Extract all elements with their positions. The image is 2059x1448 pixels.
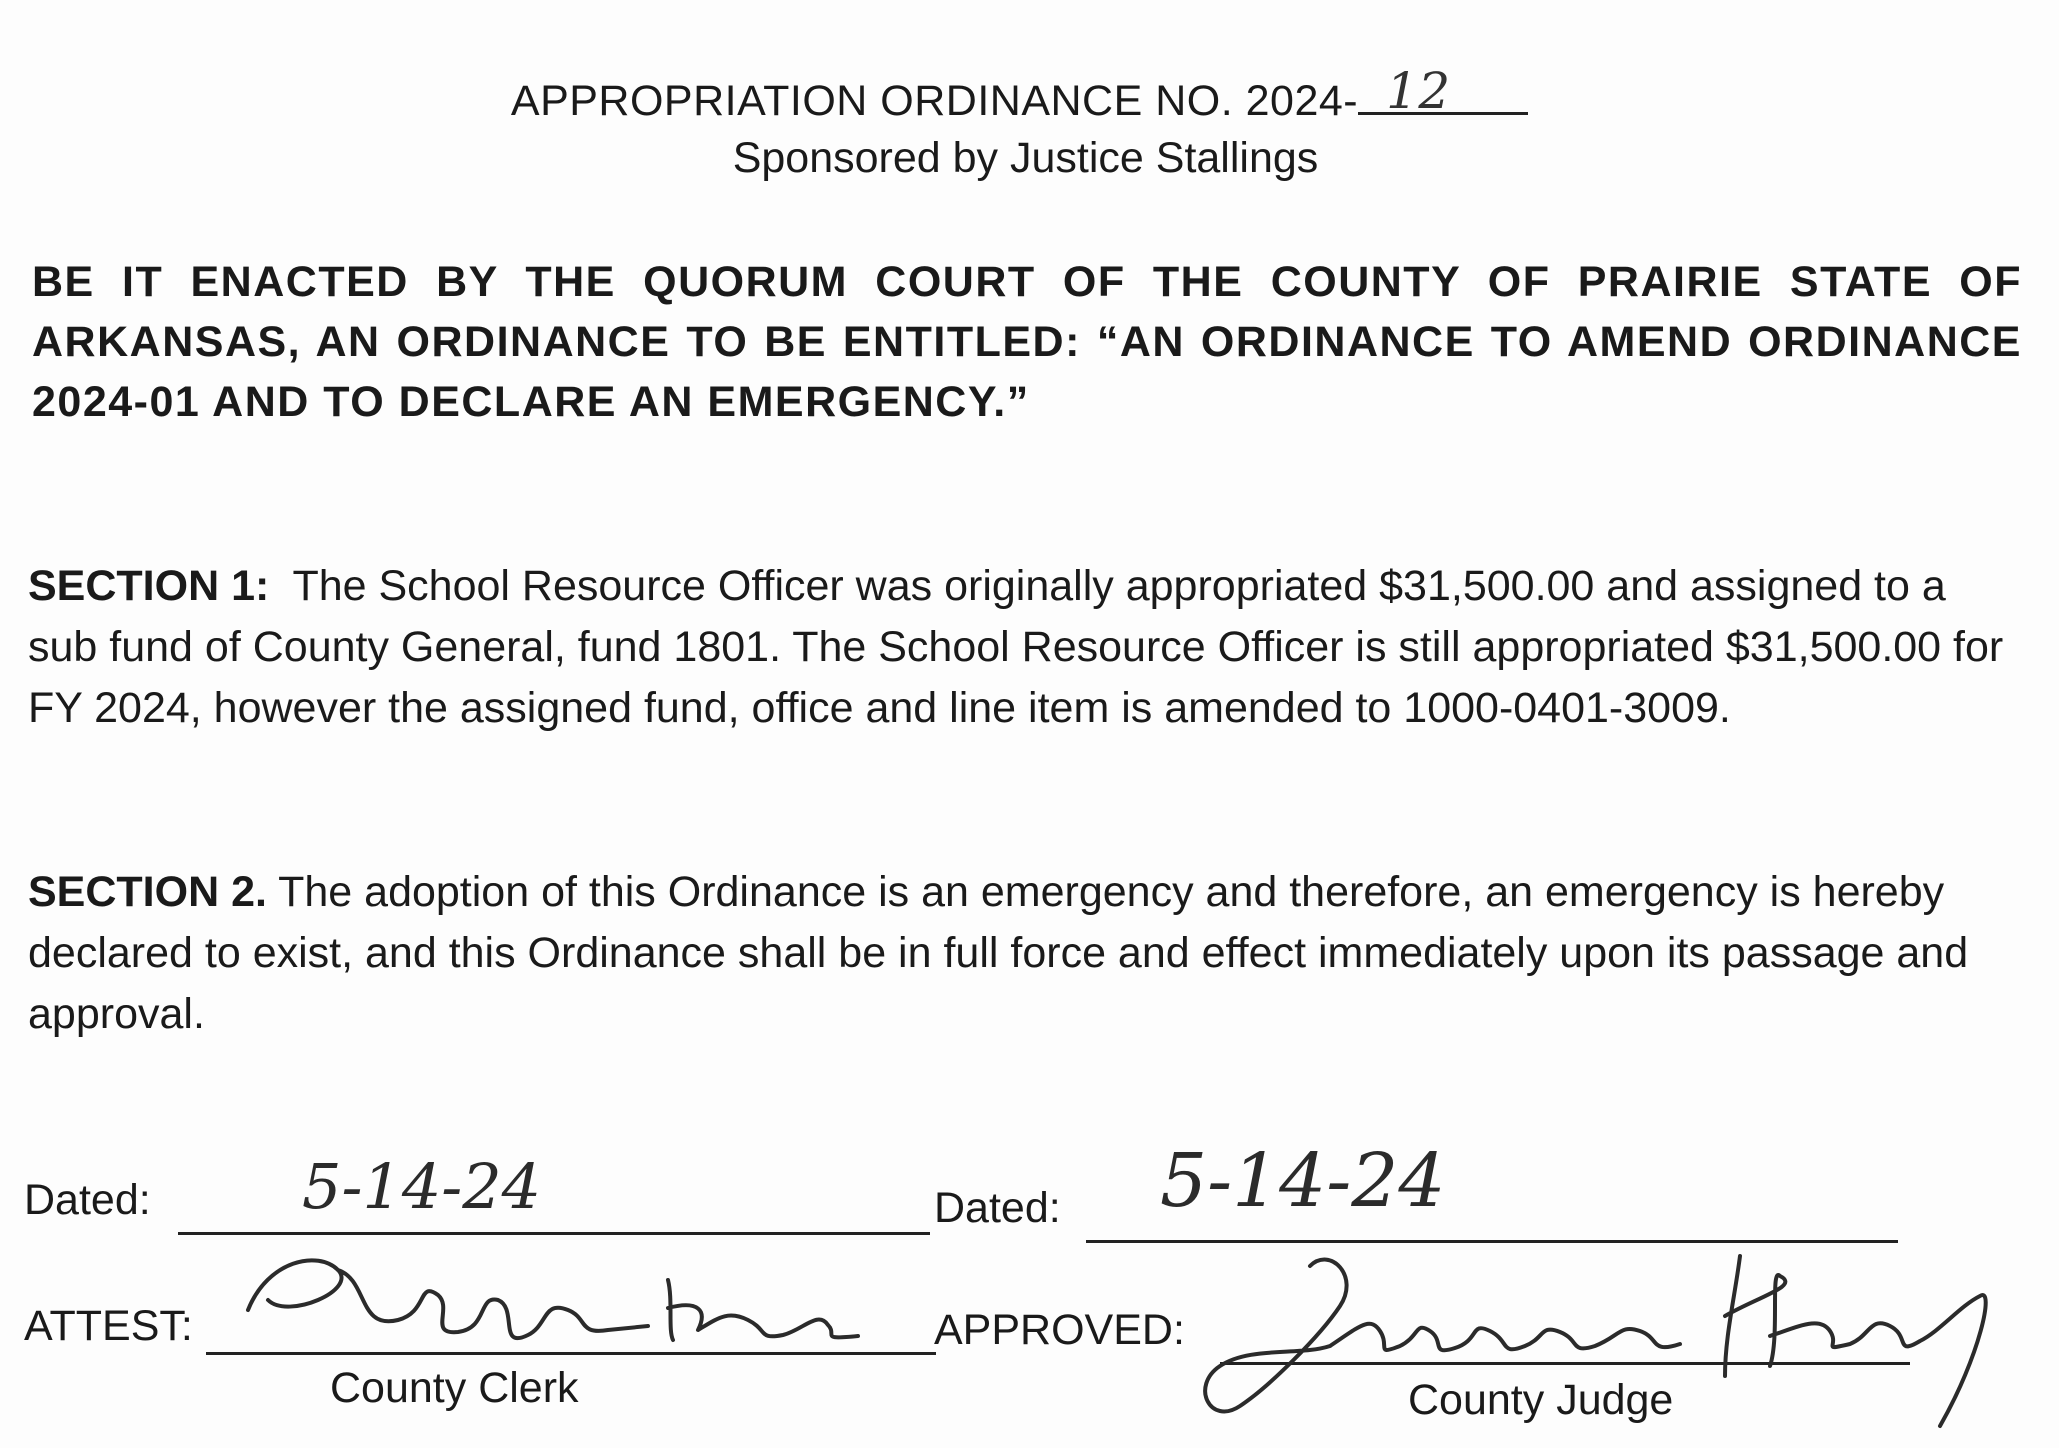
section-1-text: The School Resource Officer was originally appropriated $31,500.00 and assigned to a sub fund of County General, fund 1801. The School Resource Officer is still appropriated $31,500.00 for FY 2024, however the assigned fund, office and line item is amended to 1000-0401-3009.	[28, 562, 2004, 732]
enactment-clause: BE IT ENACTED BY THE QUORUM COURT OF THE COUNTY OF PRAIRIE STATE OF ARKANSAS, AN ORDINANCE TO BE ENTITLED: “AN ORDINANCE TO AMEND ORDINANCE 2024-01 AND TO DECLARE AN EMERGENCY.”	[32, 258, 2022, 426]
right-dated-handwritten: 5-14-24	[1160, 1138, 1446, 1224]
sponsor-line: Sponsored by Justice Stallings	[732, 134, 1319, 182]
left-dated-handwritten: 5-14-24	[302, 1150, 542, 1223]
section-2-label: SECTION 2.	[28, 868, 267, 916]
county-judge-role: County Judge	[1408, 1376, 1674, 1424]
section-1-label: SECTION 1:	[28, 562, 270, 610]
right-dated-label: Dated:	[934, 1184, 1061, 1232]
section-2-text: The adoption of this Ordinance is an emergency and therefore, an emergency is hereby declared to exist, and this Ordinance shall be in full force and effect immediately upon its passage and approval.	[28, 868, 1969, 1038]
left-dated-line	[178, 1232, 930, 1235]
ordinance-number-handwritten: 12	[1386, 62, 1451, 120]
ordinance-title	[0, 62, 2049, 126]
ordinance-number-line	[1358, 62, 1528, 120]
section-1	[28, 556, 2018, 739]
section-2	[28, 862, 2018, 1045]
ordinance-title-text: APPROPRIATION ORDINANCE NO. 2024-	[510, 77, 1359, 125]
county-clerk-role: County Clerk	[330, 1364, 579, 1412]
county-clerk-signature	[228, 1240, 868, 1370]
approved-label: APPROVED:	[934, 1306, 1185, 1354]
attest-label: ATTEST:	[24, 1302, 193, 1350]
left-dated-label: Dated:	[24, 1176, 151, 1224]
